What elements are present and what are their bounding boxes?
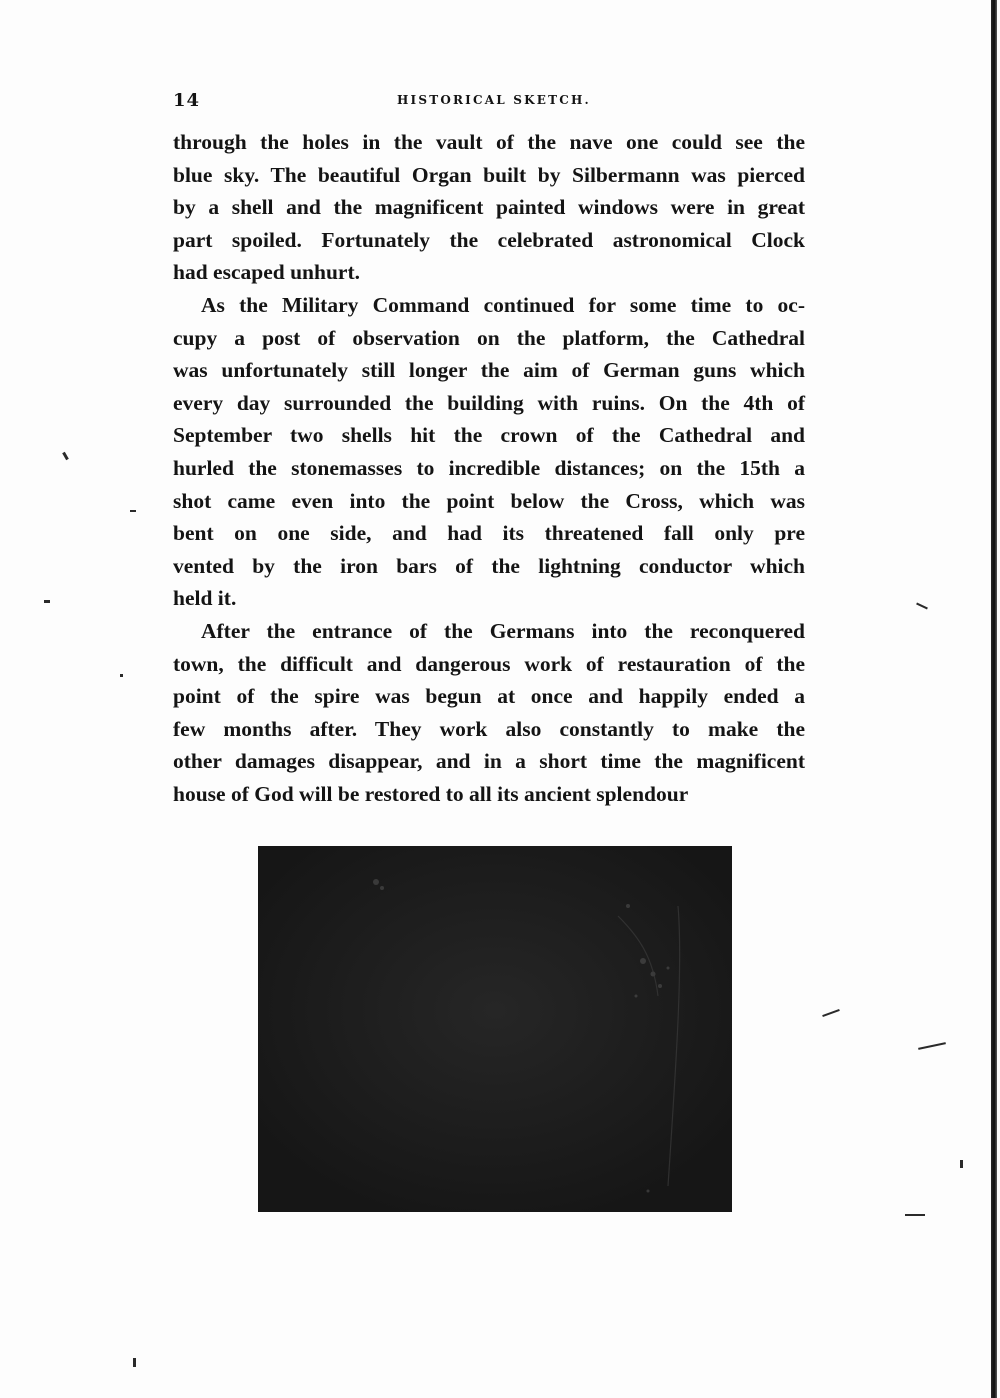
scan-speck <box>130 510 136 512</box>
text-line: few months after. They work also constantly to make the <box>173 716 805 741</box>
text-line: house of God will be restored to all its ancient splendour <box>173 781 689 806</box>
text-line: bent on one side, and had its threatened fall only pre <box>173 521 805 546</box>
plate-texture <box>258 846 732 1212</box>
text-line: by a shell and the magnificent painted windows were in great <box>173 195 805 220</box>
scan-speck <box>133 1358 136 1367</box>
scan-speck <box>916 603 928 610</box>
page-edge-shadow <box>991 0 997 1398</box>
text-line: had escaped unhurt. <box>173 260 360 285</box>
dark-photographic-plate <box>258 846 732 1212</box>
scan-speck <box>822 1009 840 1017</box>
text-line: September two shells hit the crown of the Cathedral and <box>173 423 805 448</box>
text-line: every day surrounded the building with ruins. On the 4th of <box>173 390 805 415</box>
text-line: blue sky. The beautiful Organ built by Silbermann was pierced <box>173 162 805 187</box>
scan-speck <box>62 452 69 460</box>
running-head <box>173 90 805 112</box>
scan-speck <box>960 1160 963 1168</box>
text-line: was unfortunately still longer the aim of German guns which <box>173 358 805 383</box>
text-line: other damages disappear, and in a short time the magnificent <box>173 749 805 774</box>
text-line: through the holes in the vault of the nave one could see the <box>173 130 805 154</box>
text-line: town, the difficult and dangerous work of restauration of the <box>173 651 805 676</box>
text-line: hurled the stonemasses to incredible distances; on the 15th a <box>173 455 805 480</box>
running-title: HISTORICAL SKETCH. <box>397 93 591 107</box>
text-line: After the entrance of the Germans into the reconquered <box>201 618 805 643</box>
text-line: part spoiled. Fortunately the celebrated astronomical Clock <box>173 227 805 252</box>
text-line: vented by the iron bars of the lightning conductor which <box>173 553 805 578</box>
scan-speck <box>905 1214 925 1216</box>
body-text <box>173 126 805 810</box>
page-number: 14 <box>173 90 201 111</box>
scan-speck <box>44 600 50 603</box>
scan-speck <box>120 674 123 677</box>
text-line: held it. <box>173 586 237 611</box>
text-line: shot came even into the point below the Cross, which was <box>173 488 805 513</box>
text-line: cupy a post of observation on the platform, the Cathedral <box>173 325 805 350</box>
text-line: point of the spire was begun at once and happily ended a <box>173 684 805 709</box>
scan-speck <box>918 1042 946 1050</box>
text-line: As the Military Command continued for some time to oc- <box>201 292 805 317</box>
